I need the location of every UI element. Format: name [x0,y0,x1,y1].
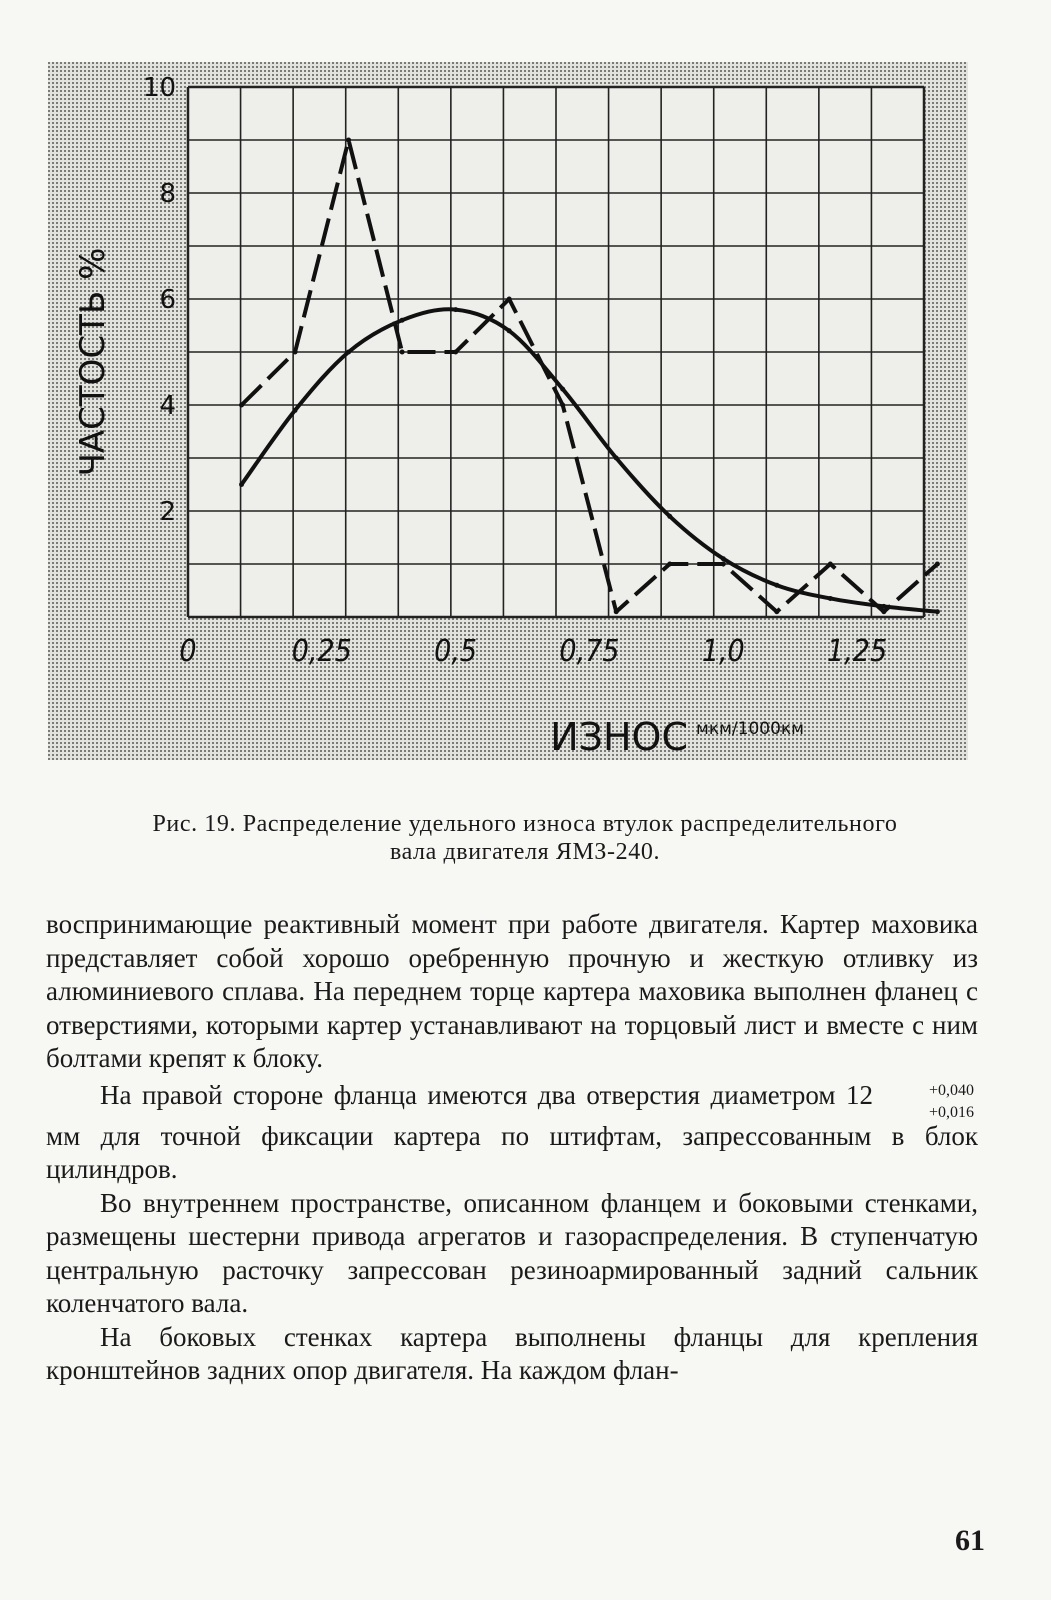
data-point [881,609,886,614]
data-point [293,408,298,413]
data-point [667,514,672,519]
chart-svg [48,62,968,760]
y-axis-label: ЧАСТОСТЬ % [73,247,113,477]
paragraph-1: воспринимающие реактивный момент при работе двигателя. Картер маховика представляет собой хорошо оребренную прочную и жесткую отливку из алюминиевого сплава. На переднем торце картера маховика выполнен фланец с отверстиями, которыми картер устанавливают на торцовый лист и вместе с ним болтами крепят к блоку. [46,909,978,1073]
data-point [239,403,244,408]
data-point [721,562,726,567]
data-point [614,609,619,614]
paragraph-3: Во внутреннем пространстве, описанном фланцем и боковыми стенками, размещены шестерни привода агрегатов и газораспределения. В ступенчатую центральную расточку запрессован резиноармированный задний сальник коленчатого вала. [46,1187,978,1318]
data-point [400,350,405,355]
x-tick-label: 1,0 [701,634,745,669]
tolerance [875,1080,974,1124]
data-point [881,604,886,609]
data-point [828,562,833,567]
data-point [560,387,565,392]
tolerance-lower: +0,016 [928,1103,974,1121]
data-point [346,138,351,143]
data-point [346,350,351,355]
x-tick-label: 1,25 [827,634,888,669]
x-tick-label: 0 [179,634,197,669]
data-point [453,350,458,355]
data-point [935,562,940,567]
data-point [828,596,833,601]
data-point [293,350,298,355]
y-tick-label: 4 [159,391,176,421]
data-point [239,482,244,487]
x-axis-label: ИЗНОС [550,715,688,759]
data-point [507,328,512,333]
body-text [46,908,978,1388]
data-point [400,318,405,323]
data-point [507,297,512,302]
paragraph-2-end: мм для точной фиксации картера по штифтам, запрессованным в блок цилиндров. [46,1120,978,1184]
data-point [935,609,940,614]
wear-distribution-chart [48,62,968,760]
x-tick-label: 0,5 [434,634,478,669]
tolerance-upper: +0,040 [928,1081,974,1099]
y-tick-label: 8 [159,179,176,209]
figure-caption [60,810,990,866]
page-number: 61 [955,1524,985,1557]
x-tick-label: 0,75 [559,634,620,669]
data-point [614,456,619,461]
caption-line-1: Рис. 19. Распределение удельного износа втулок распределительного [152,811,898,837]
y-tick-label: 6 [159,285,176,315]
x-tick-label: 0,25 [291,634,352,669]
caption-line-2: вала двигателя ЯМЗ-240. [389,839,661,865]
data-point [774,583,779,588]
data-point [560,403,565,408]
paragraph-2 [46,1076,978,1187]
y-tick-label: 2 [159,497,176,527]
x-axis-unit: мкм/1000км [696,719,805,739]
data-point [774,609,779,614]
y-tick-label: 10 [142,73,176,103]
data-point [721,556,726,561]
data-point [667,562,672,567]
paragraph-4: На боковых стенках картера выполнены фланцы для крепления кронштейнов задних опор двигателя. На каждом флан- [46,1321,978,1385]
data-point [453,307,458,312]
paragraph-2-start: На правой стороне фланца имеются два отверстия диаметром 12 [100,1079,873,1110]
